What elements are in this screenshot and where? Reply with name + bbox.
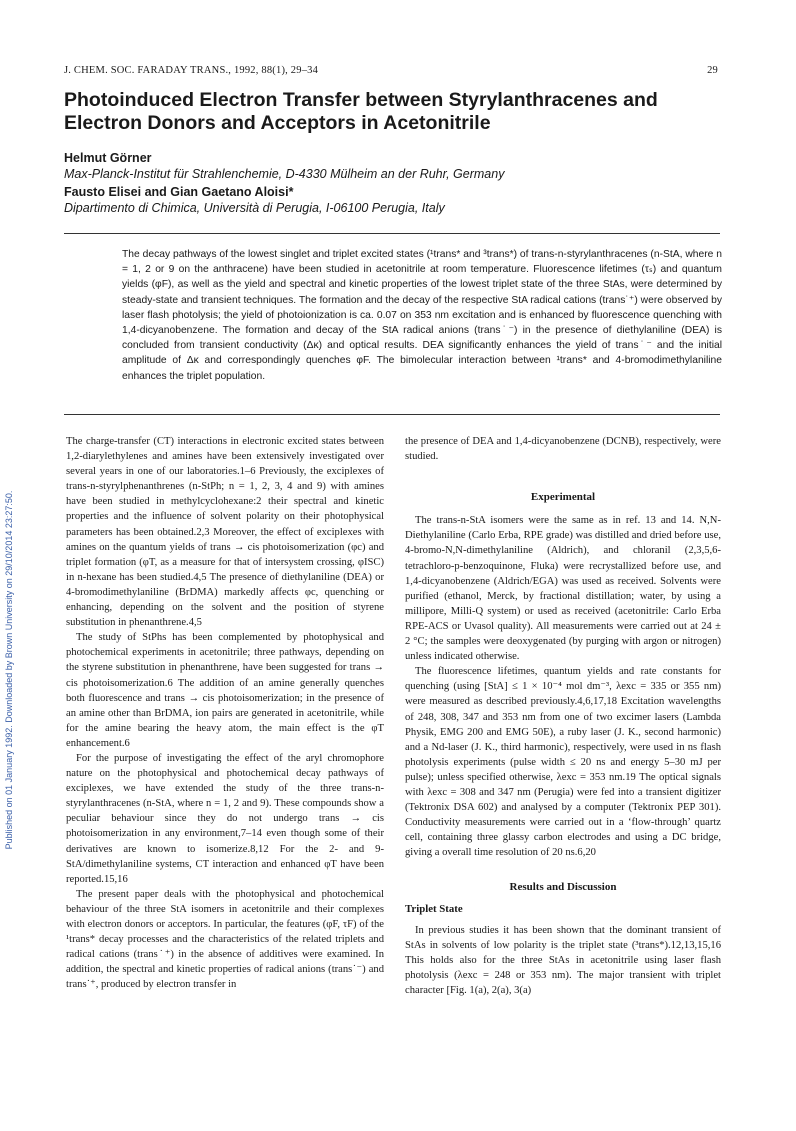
affiliation-2: Dipartimento di Chimica, Università di Perugia, I-06100 Perugia, Italy (64, 201, 445, 215)
paragraph: The trans-n-StA isomers were the same as in ref. 13 and 14. N,N-Diethylaniline (Carlo Erba, RPE grade) was distilled and dried before use, 4-bromo-N,N-dimethylaniline (Aldrich), and chloranil (2,3,5,6-tetrachloro-p-benzoquinone, Fluka) were recrystallized before use, and 1,4-dicyanobenzene (Aldrich/EGA) was used as received. Solvents were purified (ethanol, Merck, by fractional distillation; water, by using a millipore, Milli-Q system) or used as received (acetonitrile: Carlo Erba RPE-ACS or Uvasol quality). All measurements were carried out at 24 ± 2 °C; the samples were deoxygenated (by purging with argon or nitrogen) unless indicated otherwise. (405, 515, 721, 663)
section-heading-results: Results and Discussion (509, 881, 617, 894)
author-1: Helmut Görner (64, 151, 152, 165)
paragraph: the presence of DEA and 1,4-dicyanobenzene (DCNB), respectively, were studied. (405, 436, 721, 463)
running-head (64, 65, 718, 79)
right-column (405, 434, 721, 998)
paragraph: For the purpose of investigating the effect of the aryl chromophore nature on the photophysical and photochemical decay pathways of exciplexes, we have extended the study of the three trans-n-styrylanthracenes (n-StA, where n = 1, 2 and 9). These compounds show a peculiar behaviour since they do not undergo trans → cis photoisomerization in any environment,7–14 even though some of their derivatives are known to isomerize.8,12 For the 2- and 9-StA/dimethylaniline systems, CT interaction and enhanced φT have been reported.15,16 (66, 752, 384, 885)
download-watermark-text: Published on 01 January 1992. Downloaded by Brown University on 29/10/2014 23:27:50. (4, 490, 14, 850)
journal-citation: J. CHEM. SOC. FARADAY TRANS., 1992, 88(1), 29–34 (64, 65, 319, 76)
abstract-rule (64, 414, 720, 415)
paragraph: The charge-transfer (CT) interactions in electronic excited states between 1,2-diarylethylenes and amines have been extensively investigated over several years in one of our laboratories.1–6 Previously, the exciplexes of trans-n-styrylphenanthrenes (n-StPh; n = 1, 2, 3, 4 and 9) with amines have been studied in methylcyclohexane:2 their spectral and kinetic properties and the influence of solvent polarity on their photophysical parameters has been obtained.2,3 Moreover, the effect of exciplexes with amines on the quantum yields of trans → cis photoisomerization (φc) and triplet formation (φT, as a measure for that of intersystem crossing, φISC) in n-hexane has been studied.4,5 The presence of diethylaniline (DEA) or 4-bromodimethylaniline (BrDMA) markedly affects φc, quenching or enhancing, depending on the solvent and the position of styrene substitution in phenanthrene.4,5 (66, 436, 384, 629)
header-rule (64, 233, 720, 234)
author-2: Fausto Elisei and Gian Gaetano Aloisi* (64, 185, 294, 199)
article-title: Photoinduced Electron Transfer between Styrylanthracenes and Electron Donors and Acceptors in Acetonitrile (64, 89, 658, 134)
affiliation-1: Max-Planck-Institut für Strahlenchemie, D-4330 Mülheim an der Ruhr, Germany (64, 167, 505, 181)
paragraph: The fluorescence lifetimes, quantum yields and rate constants for quenching (using [StA] ≤ 1 × 10⁻⁴ mol dm⁻³, λexc = 335 or 355 nm) were measured as described previously.4,6,17,18 Excitation wavelengths of 248, 308, 347 and 353 nm from one of two excimer lasers (Lambda Physik, EMG 200 and EMG 50E), a ruby laser (J. K., second harmonic) and a Nd-laser (J. K., third harmonic), respectively, were used in ns flash photolysis experiments (pulse width ≤ 20 ns and energy 5–30 mJ per pulse); unless specified otherwise, λexc = 353 nm.19 The optical signals with λexc = 308 and 347 nm (Perugia) were fed into a transient digitizer (Tektronix DSA 602) and analysed by a computer (Tektronix PEP 301). Conductivity measurements were carried out in a ‘flow-through’ quartz cell, containing three glassy carbon electrodes and using a DC bridge, giving a overall time resolution of 20 ns.6,20 (405, 666, 721, 859)
paragraph: The study of StPhs has been complemented by photophysical and photochemical experiments in acetonitrile; three pathways, depending on the styrene substitution in phenanthrene, have been suggested for trans → cis photoisomerization.6 The addition of an amine generally quenches both fluorescence and trans → cis photoisomerization; in the presence of an amine other than BrDMA, ion pairs are generated in acetonitrile, while for the amine bearing the heavy atom, the main effect is the φT enhancement.6 (66, 632, 384, 749)
abstract: The decay pathways of the lowest singlet and triplet excited states (¹trans* and ³trans*) of trans-n-styrylanthracenes (n-StA, where n = 1, 2 or 9 on the anthracene) have been studied in acetonitrile at room temperature. Fluorescence lifetimes (τₛ) and quantum yields (φF), as well as the yield and spectral and kinetic properties of the lowest triplet state of the three StAs, were determined by steady-state and transient techniques. The formation and the decay of the respective StA radical cations (trans˙⁺) were observed by laser flash photolysis; the yield of photoionization is ca. 0.07 on 353 nm excitation and is enhanced by fluorescence quenching with 1,4-dicyanobenzene. The formation and decay of the StA radical anions (trans˙⁻) in the presence of diethylaniline (DEA) is concluded from transient conductivity (Δκ) and optical results. DEA significantly enhances the yield of trans˙⁻ and the initial amplitude of Δκ and correspondingly quenches φF. The bimolecular interaction between ¹trans* and 4-bromodimethylaniline enhances the triplet population. (122, 249, 722, 382)
page-number: 29 (707, 65, 718, 76)
subsection-heading-triplet: Triplet State (405, 902, 463, 915)
paragraph: The present paper deals with the photophysical and photochemical behaviour of the three StA isomers in acetonitrile and their complexes with electron donors or acceptors. In particular, the features (φF, τF) of the ¹trans* decay processes and the characteristics of the related triplets and radical cations (trans˙⁺) in the absence of additives were examined. In addition, the spectral and kinetic properties of radical anions (trans˙⁻) and trans˙⁺, produced by electron transfer in (66, 888, 384, 991)
paragraph: In previous studies it has been shown that the dominant transient of StAs in solvents of low polarity is the triplet state (³trans*).12,13,15,16 This holds also for the three StAs in acetonitrile using laser flash photolysis (λexc = 248 or 353 nm). The major transient with triplet character [Fig. 1(a), 2(a), 3(a) (405, 924, 721, 996)
left-column (66, 434, 384, 992)
section-heading-experimental: Experimental (530, 491, 596, 504)
download-watermark (0, 260, 18, 1080)
